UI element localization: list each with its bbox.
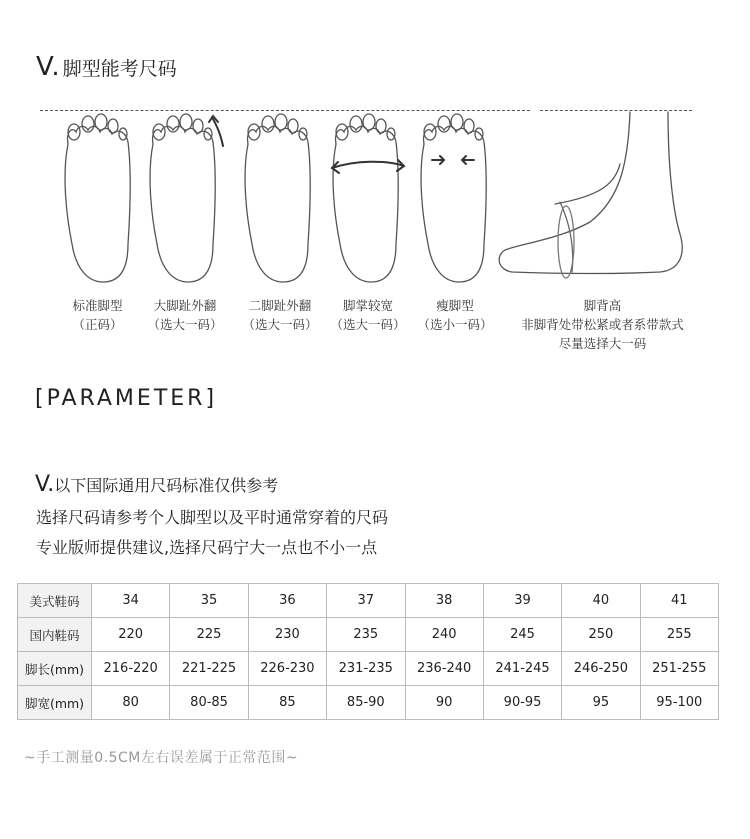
table-cell: 245 (483, 618, 561, 652)
table-cell: 235 (327, 618, 405, 652)
table-cell: 95-100 (640, 686, 718, 720)
standard-line2: 选择尺码请参考个人脚型以及平时通常穿着的尺码 (36, 508, 389, 527)
table-cell: 95 (562, 686, 640, 720)
table-cell: 36 (248, 584, 326, 618)
table-cell: 231-235 (327, 652, 405, 686)
table-cell: 80 (92, 686, 170, 720)
table-cell: 80-85 (170, 686, 248, 720)
table-cell: 221-225 (170, 652, 248, 686)
table-cell: 90-95 (483, 686, 561, 720)
standard-line1: 以下国际通用尺码标准仅供参考 (54, 476, 279, 495)
standard-title (35, 472, 278, 497)
row-header: 脚长(mm) (18, 652, 92, 686)
section-title-text: 脚型能考尺码 (62, 58, 177, 80)
table-row (18, 584, 719, 618)
table-cell: 216-220 (92, 652, 170, 686)
foot-type-label: 标准脚型 （正码） (72, 298, 123, 332)
foot-wide-figure (332, 114, 404, 282)
foot-bunion-figure (150, 114, 223, 282)
row-header: 国内鞋码 (18, 618, 92, 652)
standard-marker: V. (35, 472, 55, 497)
foot-type-label: 大脚趾外翻 （选大一码） (147, 298, 223, 332)
table-cell: 240 (405, 618, 483, 652)
table-cell: 39 (483, 584, 561, 618)
table-cell: 37 (327, 584, 405, 618)
size-table (17, 583, 719, 720)
table-cell: 38 (405, 584, 483, 618)
row-header: 脚宽(mm) (18, 686, 92, 720)
table-cell: 241-245 (483, 652, 561, 686)
table-cell: 34 (92, 584, 170, 618)
table-row (18, 618, 719, 652)
table-cell: 255 (640, 618, 718, 652)
table-row (18, 686, 719, 720)
foot-type-label: 二脚趾外翻 （选大一码） (242, 298, 318, 332)
table-cell: 85-90 (327, 686, 405, 720)
table-cell: 225 (170, 618, 248, 652)
foot-second-toe-figure (245, 114, 310, 282)
standard-line3: 专业版师提供建议,选择尺码宁大一点也不小一点 (36, 538, 378, 557)
section-title (36, 52, 177, 82)
table-cell: 226-230 (248, 652, 326, 686)
table-cell: 220 (92, 618, 170, 652)
table-cell: 236-240 (405, 652, 483, 686)
parameter-heading: [PARAMETER] (35, 386, 218, 411)
section-marker: V. (36, 52, 61, 82)
row-header: 美式鞋码 (18, 584, 92, 618)
table-cell: 35 (170, 584, 248, 618)
table-cell: 246-250 (562, 652, 640, 686)
foot-standard-figure (65, 114, 130, 282)
table-cell: 40 (562, 584, 640, 618)
table-cell: 230 (248, 618, 326, 652)
table-cell: 251-255 (640, 652, 718, 686)
table-cell: 41 (640, 584, 718, 618)
footnote: ~手工测量0.5CM左右误差属于正常范围~ (24, 750, 299, 766)
foot-thin-figure (421, 114, 486, 282)
table-cell: 250 (562, 618, 640, 652)
table-cell: 85 (248, 686, 326, 720)
foot-type-label: 脚背高 非脚背处带松紧或者系带款式 尽量选择大一码 (521, 298, 684, 351)
table-row (18, 652, 719, 686)
table-cell: 90 (405, 686, 483, 720)
foot-high-instep-figure (499, 112, 682, 278)
foot-illustrations (0, 104, 750, 289)
foot-type-label: 瘦脚型 （选小一码） (417, 298, 493, 332)
foot-type-label: 脚掌较宽 （选大一码） (330, 298, 406, 332)
